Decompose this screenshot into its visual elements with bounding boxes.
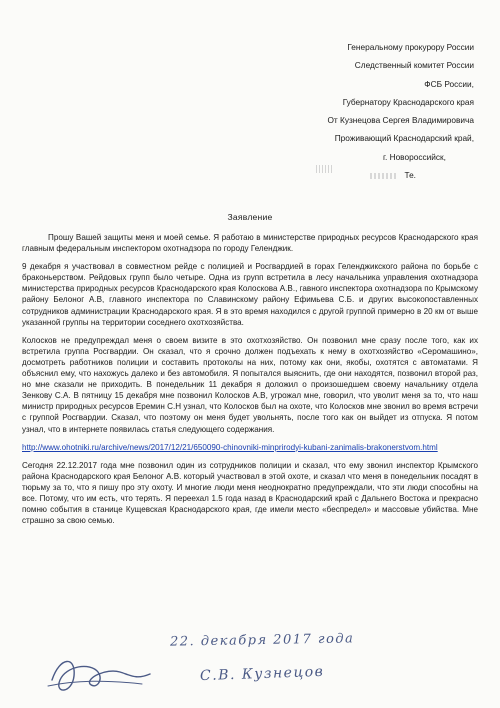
addressee-fsb: ФСБ России,: [424, 78, 474, 89]
paragraph-threats: Колосков не предупреждал меня о своем визите в это охотхозяйство. Он позвонил мне сразу после того, как их встретила группа Росгвардии. Он сказал, что я срочно должен подъехать к нему в охотхозяйство «Серомашино», досмотреть работников полиции и составить протоколы на них, потому как они, якобы, охотятся с автоматами. Я объяснил ему, что нахожусь далеко и без автомобиля. Я попытался выяснить, где они находятся, позвонил второй раз, но мне сказали не приходить. В понедельник 11 декабря я доложил о произошедшем своему начальнику отдела Зенкову С.А. В пятницу 15 декабря мне позвонил Колосков А.В, угрожал мне, говорил, что уволит меня за то, что наш министр природных ресурсов Еремин С.Н узнал, что Колосков был на охоте, что Колосков мне звонил во время встречи с группой Росгвардии. Сказал, что поэтому он меня будет увольнять, после того как он выйдет из отпуска. Я потом узнал, что в интернете появилась статья следующего содержания.: [22, 335, 478, 434]
handwritten-date: 22. декабря 2017 года: [169, 631, 355, 650]
paragraph-today: Сегодня 22.12.2017 года мне позвонил один из сотрудников полиции и сказал, что ему звонил инспектор Крымского района Краснодарского края Белоног А.В. который участвовал в этой охоте, и сказал что меня в понедельник посадят в тюрьму за то, что я пишу про эту охоту. И многие люди меня неоднократно предупреждали, что эти люди способны на все. Потому, что им есть, что терять. Я переехал 1.5 года назад в Краснодарский край с Дальнего Востока и прекрасно помню события в станице Кущевская Краснодарского края, где имели место «беспредел» и массовые убийства. Мне страшно за свою семью.: [22, 460, 478, 526]
addressee-investigative-committee: Следственный комитет России: [354, 60, 474, 71]
addressee-block: [234, 38, 474, 184]
sender-phone-row: [234, 166, 474, 184]
document-title: Заявление: [227, 212, 273, 222]
addressee-prosecutor: Генеральному прокурору России: [347, 42, 474, 52]
sender-phone-label: Те.: [404, 170, 416, 181]
letter-body: [22, 232, 478, 533]
redacted-mark: [370, 173, 398, 179]
signature-scribble: [46, 650, 156, 700]
paragraph-raid: 9 декабря я участвовал в совместном рейде с полицией и Росгвардией в горах Геленджикского района по борьбе с браконьерством. Рейдовых групп было четыре. Одна из групп встретила в лесу начальника управления охотнадзора министерства природных ресурсов Краснодарского края Колоскова А.В., гавного инспектора охотнадзора по Крымскому району Белоног А.В, главного инспектора по Славинскому району Ефимьева С.Б. и других высокопоставленных сотрудников администрации Краснодарского края. Я в это время находился с другой группой примерно в 20 км от выше указанной группы на территории соседнего охотхозяйства.: [22, 262, 478, 327]
sender-residence: Проживающий Краснодарский край,: [334, 133, 474, 144]
sender-city: г. Новороссийск,: [382, 151, 446, 162]
article-link[interactable]: http://www.ohotniki.ru/archive/news/2017/12/21/650090-chinovniki-minprirodyi-kubani-zanimalis-brakonerstvom.html: [22, 442, 438, 452]
paragraph-request: Прошу Вашей защиты меня и моей семье. Я работаю в министерстве природных ресурсов Краснодарского края главным федеральным инспектором охотнадзора по городу Геленджик.: [22, 233, 478, 254]
redacted-mark: [316, 165, 332, 173]
sender-name: От Кузнецова Сергея Владимировича: [327, 115, 474, 126]
handwritten-signature-name: С.В. Кузнецов: [199, 663, 325, 685]
addressee-governor: Губернатору Краснодарского края: [342, 96, 474, 107]
article-link-paragraph: [22, 442, 478, 453]
